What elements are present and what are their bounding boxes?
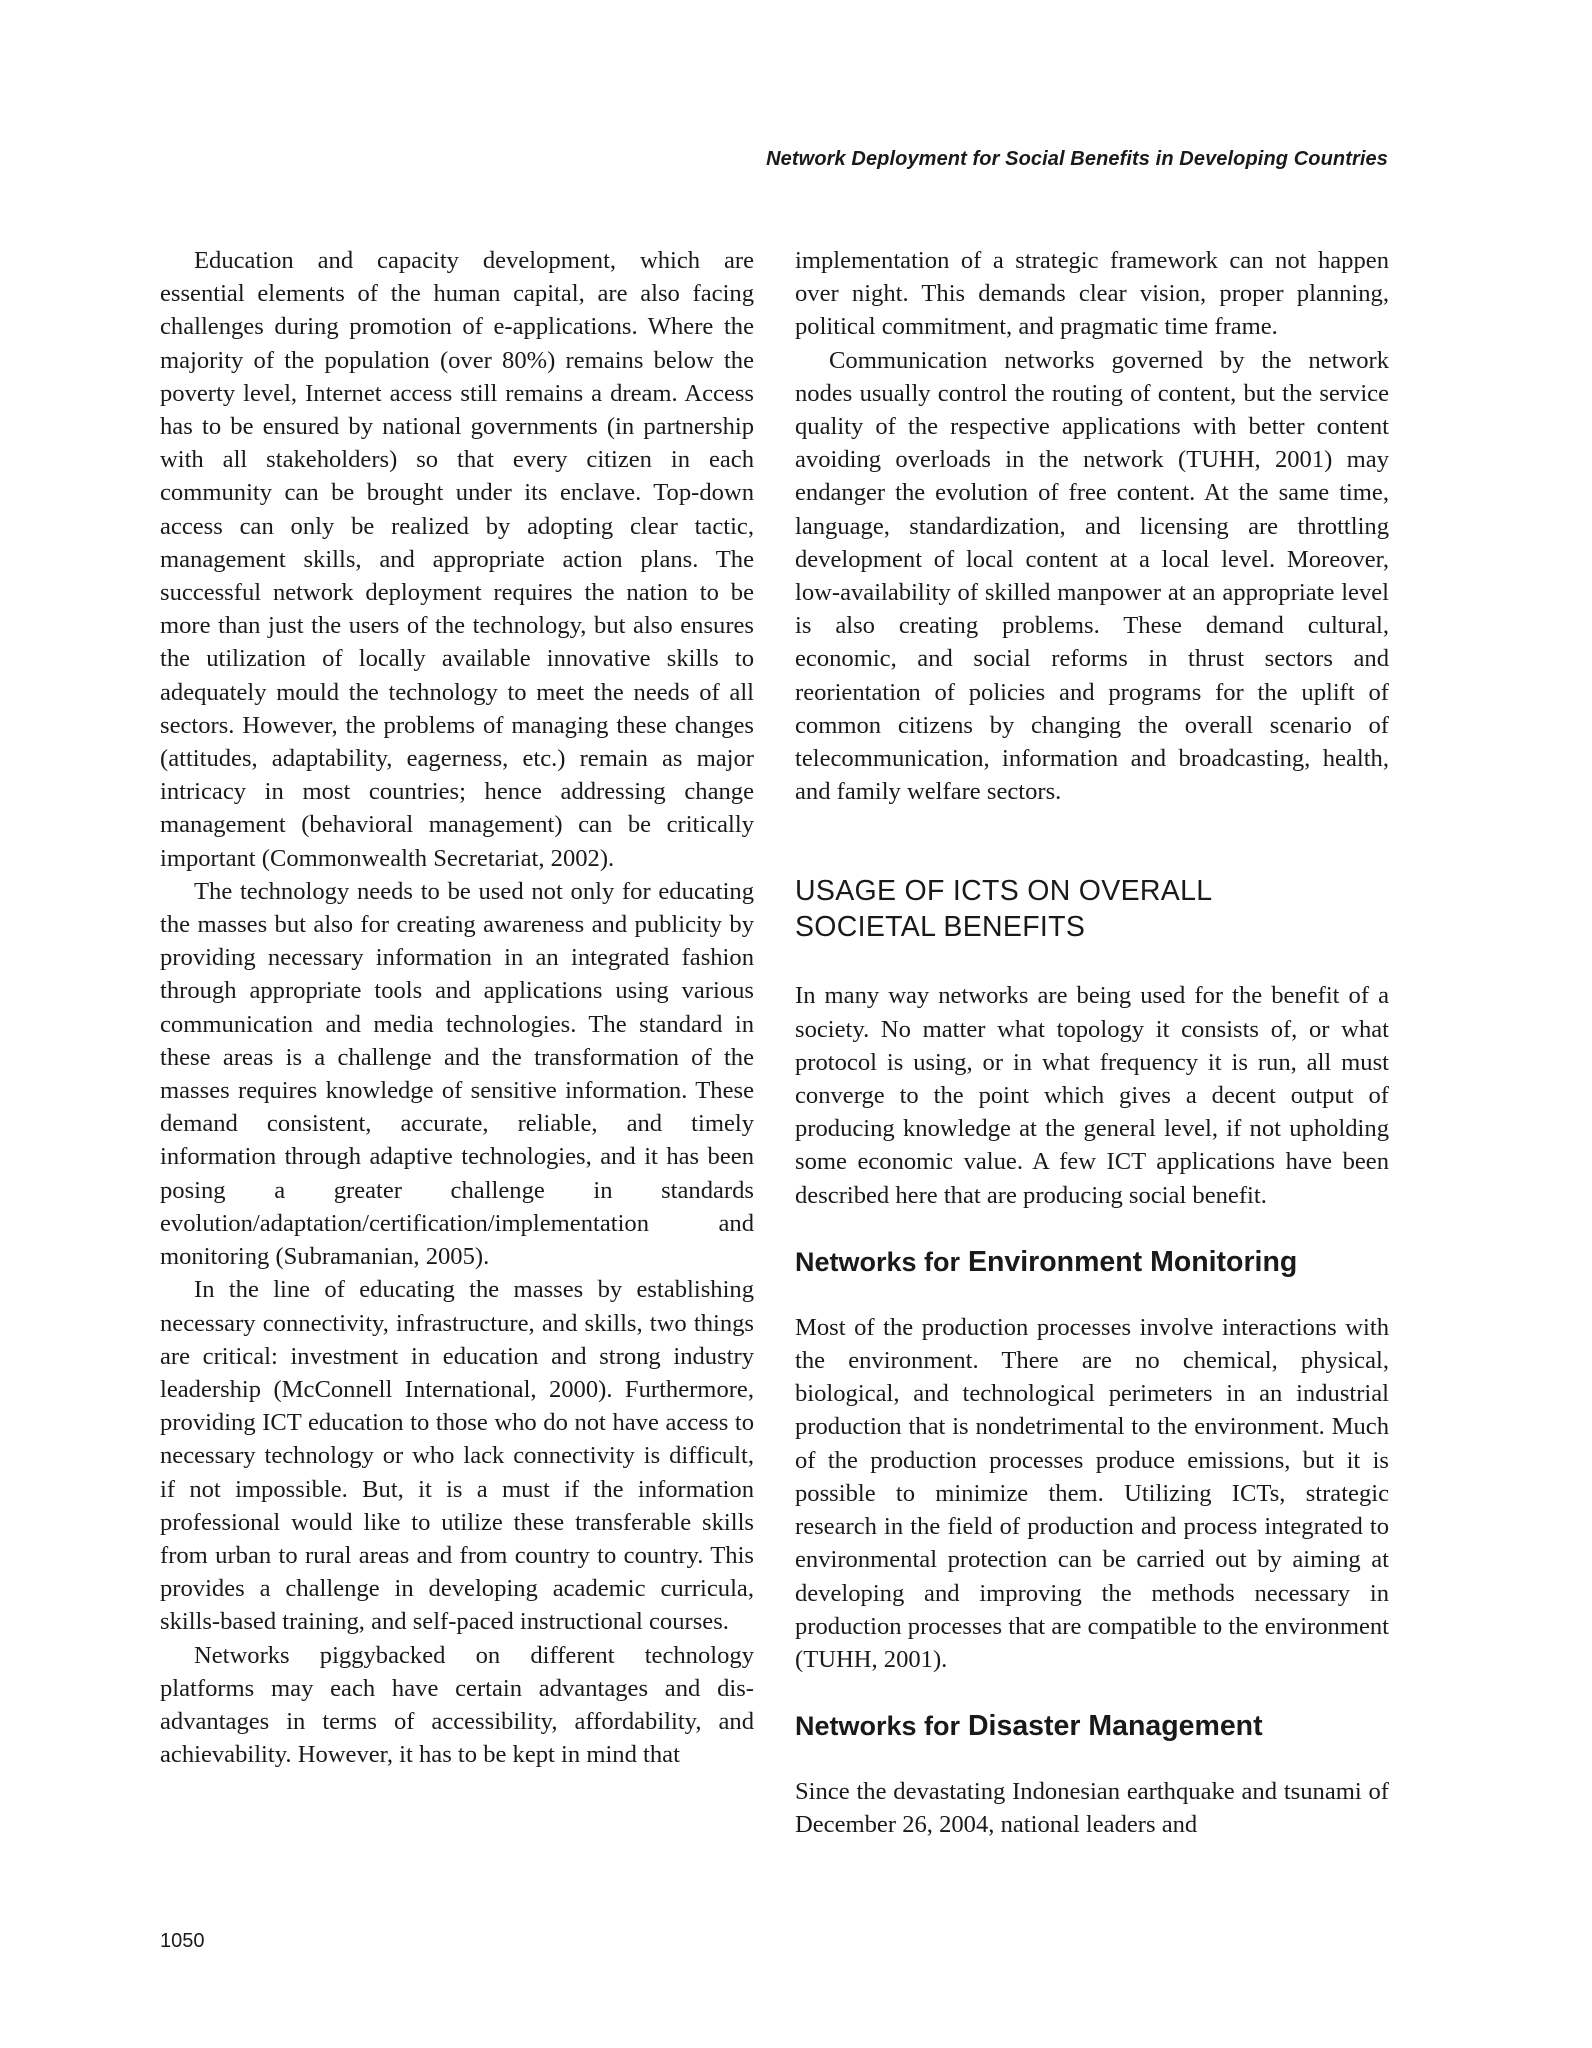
left-column: [160, 244, 754, 1771]
body-paragraph: Since the devastating Indonesian earthquake and tsunami of December 26, 2004, national leaders and: [795, 1778, 1389, 1839]
page-number: 1050: [160, 1930, 205, 1952]
subsection-heading: [795, 1244, 1389, 1280]
subsection-heading-lead: Networks for: [795, 1246, 961, 1277]
subsection-heading-title: Environment Monitoring: [967, 1245, 1298, 1278]
body-paragraph: The technology needs to be used not only for educating the masses but also for creating awareness and publicity by providing necessary information in an integrated fashion through appropriate tools and applications using various communication and media technologies. The standard in these areas is a challenge and the transformation of the masses requires knowledge of sensitive information. These demand consistent, accurate, reliable, and timely information through adaptive technologies, and it has been posing a greater challenge in standards evolution/adaptation/​certification/implementation and monitoring (Subramanian, 2005).: [160, 877, 754, 1271]
subsection-heading-lead: Networks for: [795, 1711, 961, 1742]
section-heading-line: USAGE OF ICTS ON OVERALL: [795, 875, 1213, 908]
subsection-heading-title: Disaster Management: [967, 1710, 1263, 1743]
body-paragraph: In many way networks are being used for the benefit of a society. No matter what topology it consists of, or what protocol is using, or in what frequency it is run, all must converge to the point which gives a decent output of producing knowledge at the general level, if not upholding some economic value. A few ICT applications have been described here that are producing social benefit.: [795, 982, 1389, 1209]
body-paragraph: implementation of a strategic framework can not happen over night. This demands clear vision, proper planning, political commitment, and pragmatic time frame.: [795, 247, 1389, 341]
running-head: Network Deployment for Social Benefits in Developing Countries: [766, 148, 1388, 170]
body-paragraph: In the line of educating the masses by establishing necessary connectivity, infrastructure, and skills, two things are critical: investment in education and strong industry leadership (McConnell International, 2000). Furthermore, providing ICT education to those who do not have access to necessary technology or who lack connectivity is difficult, if not impossible. But, it is a must if the information professional would like to utilize these transferable skills from urban to rural areas and from country to country. This provides a challenge in developing academic curricula, skills-based training, and self-paced instructional courses.: [160, 1276, 754, 1636]
subsection-heading: [795, 1708, 1389, 1744]
section-heading-line: SOCIETAL BENEFITS: [795, 911, 1086, 944]
body-paragraph: Most of the production processes involve interactions with the environment. There are no chemical, physical, biological, and technological perimeters in an industrial production that is nondetrimental to the environment. Much of the production processes produce emissions, but it is possible to minimize them. Utilizing ICTs, strategic research in the field of production and process integrated to environmental protection can be carried out by aiming at developing and improving the methods necessary in production processes that are compatible to the environment (TUHH, 2001).: [795, 1313, 1389, 1673]
body-paragraph: Communication networks governed by the network nodes usually control the routing of content, but the service quality of the respective applications with better content avoiding overloads in the network (TUHH, 2001) may endanger the evolution of free content. At the same time, language, standardization, and licensing are throttling development of local content at a local level. Moreover, low-availability of skilled manpower at an appropriate level is also creating problems. These demand cultural, economic, and social reforms in thrust sectors and reorientation of policies and programs for the uplift of common citizens by changing the overall scenario of telecommunication, information and broadcasting, health, and family welfare sectors.: [795, 346, 1389, 806]
body-paragraph: Education and capacity development, which are essential elements of the human capital, are also facing challenges during promotion of e-applications. Where the majority of the population (over 80%) remains below the poverty level, Internet access still remains a dream. Access has to be ensured by national governments (in partnership with all stakeholders) so that every citizen in each community can be brought under its enclave. Top-down access can only be realized by adopting clear tactic, management skills, and appropriate action plans. The successful network deployment requires the nation to be more than just the users of the technology, but also ensures the utilization of locally available innovative skills to adequately mould the technology to meet the needs of all sectors. However, the problems of managing these changes (attitudes, adaptability, eagerness, etc.) remain as major intricacy in most countries; hence addressing change management (behavioral management) can be critically important (Commonwealth Secretariat, 2002).: [160, 247, 754, 872]
body-paragraph: Networks piggybacked on different technology platforms may each have certain advantages and disadvantages in terms of accessibility, affordability, and achievability. However, it has to be kept in mind that: [160, 1641, 754, 1769]
right-column: [795, 244, 1389, 1842]
section-heading: [795, 873, 1389, 945]
